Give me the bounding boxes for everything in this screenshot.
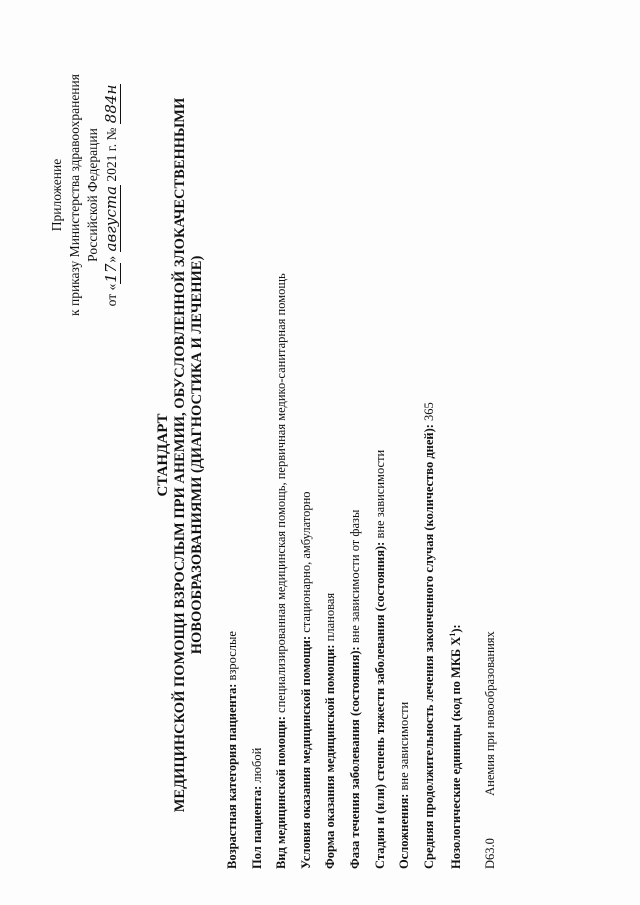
field-disease-stage: Стадия и (или) степень тяжести заболевания (состояния): вне зависимости — [372, 449, 387, 869]
approval-line-2: к приказу Министерства здравоохранения — [67, 74, 82, 316]
title-standard: СТАНДАРТ — [155, 413, 171, 497]
handwritten-number: 884н — [102, 84, 120, 124]
field-complications: Осложнения: вне зависимости — [397, 701, 412, 869]
date-prefix: от « — [104, 283, 119, 307]
date-mid: » — [104, 255, 119, 263]
code-row — [482, 39, 498, 869]
date-year: 2021 г. № — [104, 127, 119, 182]
field-care-conditions: Условия оказания медицинской помощи: стационарно, амбулаторно — [298, 491, 313, 869]
icd-name: Анемия при новообразованиях — [483, 631, 497, 796]
field-nosology: Нозологические единицы (код по МКБ $X^1$): — [448, 624, 464, 869]
document-title — [155, 45, 206, 865]
title-line-2: МЕДИЦИНСКОЙ ПОМОЩИ ВЗРОСЛЫМ ПРИ АНЕМИИ, ОБУСЛОВЛЕННОЙ ЗЛОКАЧЕСТВЕННЫМИ — [172, 97, 188, 813]
field-treatment-duration: Средняя продолжительность лечения законченного случая (количество дней): 365 — [421, 402, 436, 869]
field-care-type: Вид медицинской помощи: специализированная медицинская помощь, первичная медико-санитарная помощь — [274, 273, 289, 869]
field-disease-phase: Фаза течения заболевания (состояния): вне зависимости от фазы — [347, 509, 362, 869]
field-sex: Пол пациента: любой — [249, 747, 264, 869]
field-age-category: Возрастная категория пациента: взрослые — [225, 631, 239, 869]
handwritten-month: августа — [102, 185, 120, 252]
field-care-form: Форма оказания медицинской помощи: плановая — [323, 592, 338, 869]
title-line-3: НОВООБРАЗОВАНИЯМИ (ДИАГНОСТИКА И ЛЕЧЕНИЕ) — [189, 255, 205, 655]
approval-stamp — [48, 45, 121, 345]
approval-date-line — [102, 45, 121, 345]
approval-line-3: Российской Федерации — [85, 128, 100, 262]
icd-code: D63.0 — [483, 838, 497, 869]
handwritten-day: 17 — [102, 263, 120, 283]
approval-line-1: Приложение — [49, 158, 64, 232]
nosology-codes — [482, 39, 498, 869]
standard-fields — [224, 39, 473, 869]
